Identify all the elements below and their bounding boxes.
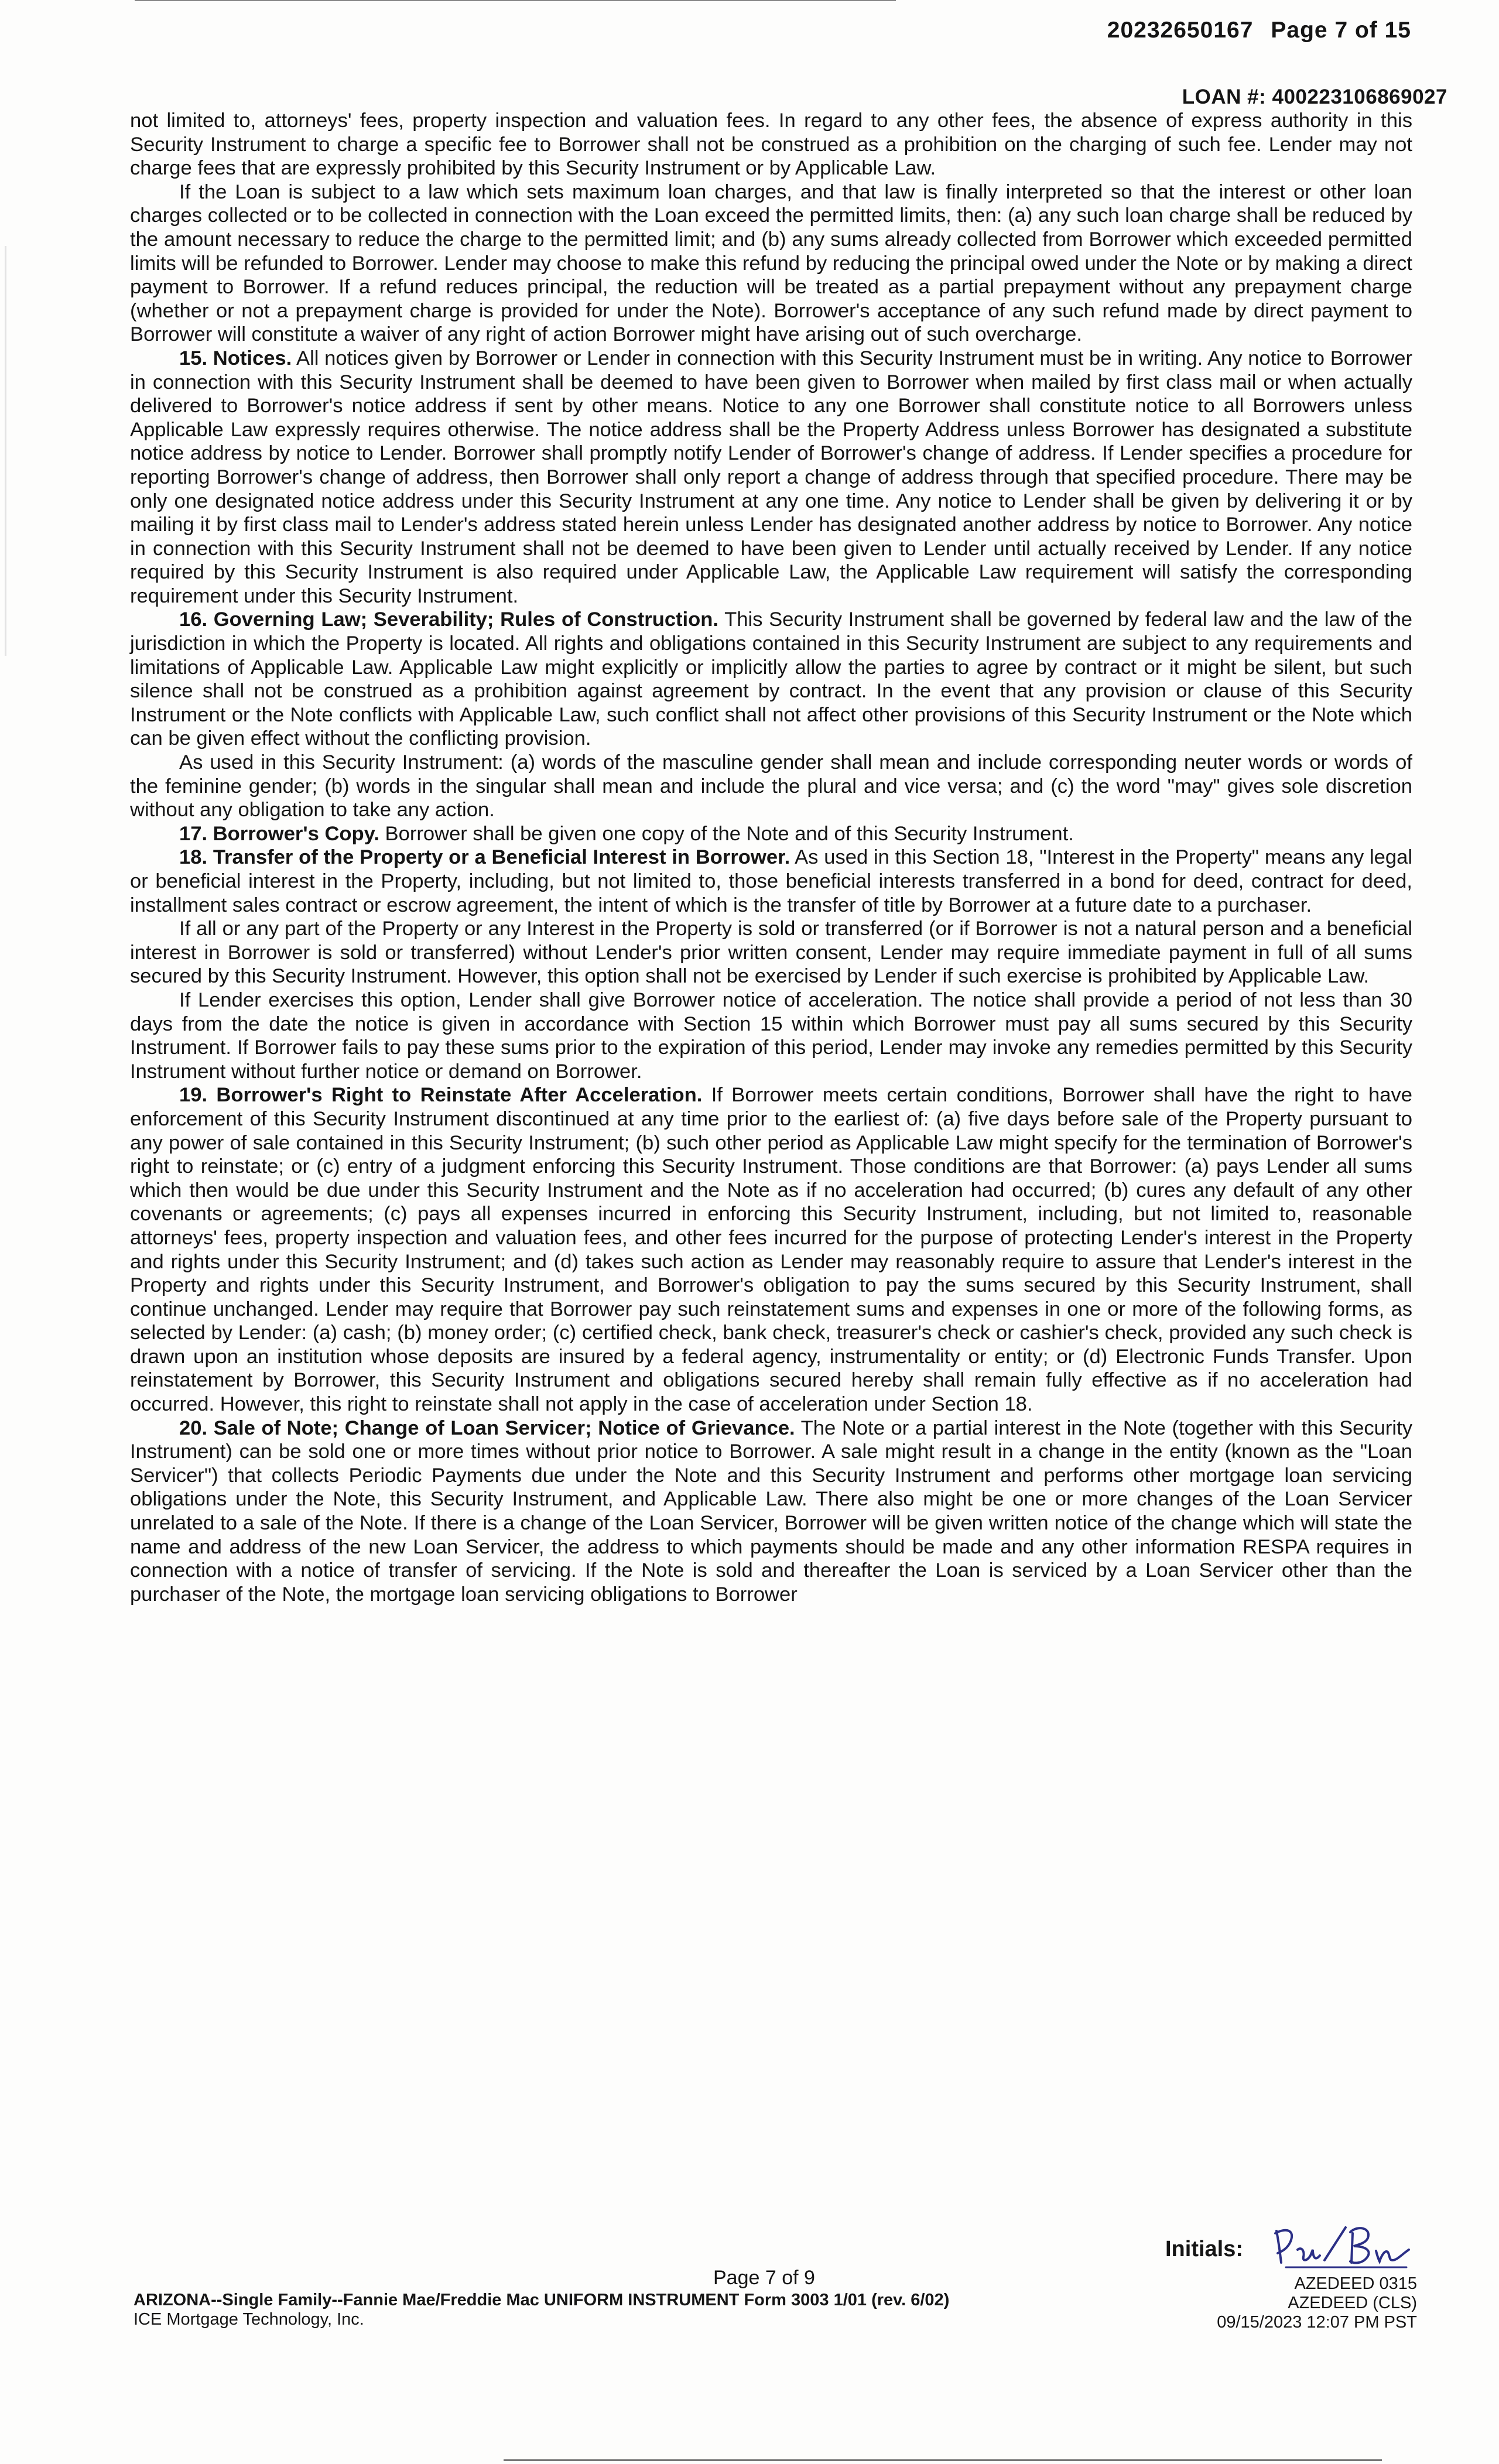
paragraph-text: If Borrower meets certain conditions, Borrower shall have the right to have enforcement of this Security Instrument discontinued at any time prior to the earliest of: (a) five days before sale of the Property pursuant to any power of sale contained in this Security Instrument; (b) such other period as Applicable Law might specify for the termination of Borrower's right to reinstate; or (c) entry of a judgment enforcing this Security Instrument. Those conditions are that Borrower: (a) pays Lender all sums which then would be due under this Security Instrument and the Note as if no acceleration had occurred; (b) cures any default of any other covenants or agreements; (c) pays all expenses incurred in enforcing this Security Instrument, including, but not limited to, reasonable attorneys' fees, property inspection and valuation fees, and other fees incurred for the purpose of protecting Lender's interest in the Property and rights under this Security Instrument; and (d) takes such action as Lender may reasonably require to assure that Lender's interest in the Property and rights under this Security Instrument, and Borrower's obligation to pay the sums secured by this Security Instrument, shall continue unchanged. Lender may require that Borrower pay such reinstatement sums and expenses in one or more of the following forms, as selected by Lender: (a) cash; (b) money order; (c) certified check, bank check, treasurer's check or cashier's check, provided any such check is drawn upon an institution whose deposits are insured by a federal agency, instrumentality or entity; or (d) Electronic Funds Transfer. Upon reinstatement by Borrower, this Security Instrument and obligations secured hereby shall remain fully effective as if no acceleration had occurred. However, this right to reinstate shall not apply in the case of acceleration under Section 18.	[130, 1084, 1413, 1416]
section-heading: 15. Notices.	[179, 347, 292, 369]
paragraph	[130, 917, 1412, 988]
paragraph-text: If all or any part of the Property or any Interest in the Property is sold or transferred (or if Borrower is not a natural person and a beneficial interest in Borrower is sold or transferred) without Lender's prior written consent, Lender may require immediate payment in full of all sums secured by this Security Instrument. However, this option shall not be exercised by Lender if such exercise is prohibited by Applicable Law.	[130, 918, 1412, 988]
section-heading: 18. Transfer of the Property or a Beneficial Interest in Borrower.	[179, 846, 790, 869]
paragraph	[130, 109, 1412, 180]
paragraph-text: As used in this Security Instrument: (a) words of the masculine gender shall mean and include corresponding neuter words or words of the feminine gender; (b) words in the singular shall mean and include the plural and vice versa; and (c) the word "may" gives sole discretion without any obligation to take any action.	[130, 751, 1412, 822]
paragraph-text: Borrower shall be given one copy of the Note and of this Security Instrument.	[379, 822, 1074, 845]
paragraph-text: The Note or a partial interest in the Note (together with this Security Instrument) can be sold one or more times without prior notice to Borrower. A sale might result in a change in the entity (known as the "Loan Servicer") that collects Periodic Payments due under the Note and this Security Instrument and performs other mortgage loan servicing obligations under the Note, this Security Instrument, and Applicable Law. There also might be one or more changes of the Loan Servicer unrelated to a sale of the Note. If there is a change of the Loan Servicer, Borrower will be given written notice of the change which will state the name and address of the new Loan Servicer, the address to which payments should be made and any other information RESPA requires in connection with a notice of transfer of servicing. If the Note is sold and thereafter the Loan is serviced by a Loan Servicer other than the purchaser of the Note, the mortgage loan servicing obligations to Borrower	[130, 1416, 1412, 1606]
footer-codes	[1217, 2274, 1417, 2332]
form-code-cls: AZEDEED (CLS)	[1288, 2294, 1417, 2312]
form-page-number: Page 7 of 9	[713, 2267, 815, 2289]
scan-margin-mark	[5, 246, 6, 656]
paragraph	[130, 180, 1412, 347]
recording-page-label: Page 7 of 15	[1271, 18, 1411, 43]
paragraph-text: If the Loan is subject to a law which sets maximum loan charges, and that law is finally interpreted so that the interest or other loan charges collected or to be collected in connection with the Loan exceed the permitted limits, then: (a) any such loan charge shall be reduced by the amount necessary to reduce the charge to the permitted limit; and (b) any sums already collected from Borrower which exceeded permitted limits will be refunded to Borrower. Lender may choose to make this refund by reducing the principal owed under the Note or by making a direct payment to Borrower. If a refund reduces principal, the reduction will be treated as a partial prepayment without any prepayment charge (whether or not a prepayment charge is provided for under the Note). Borrower's acceptance of any such refund made by direct payment to Borrower will constitute a waiver of any right of action Borrower might have arising out of such overcharge.	[130, 180, 1412, 346]
paragraph	[130, 846, 1412, 917]
loan-number: LOAN #: 400223106869027	[1182, 85, 1447, 108]
paragraph	[130, 1083, 1412, 1416]
print-timestamp: 09/15/2023 12:07 PM PST	[1217, 2313, 1417, 2332]
initials-label: Initials:	[1165, 2237, 1244, 2261]
paragraph	[130, 822, 1412, 846]
footer-form-info	[134, 2291, 949, 2329]
form-code: AZEDEED 0315	[1294, 2274, 1417, 2293]
form-title: ARIZONA--Single Family--Fannie Mae/Freddie Mac UNIFORM INSTRUMENT Form 3003 1/01 (rev. 6/02)	[134, 2291, 950, 2309]
paragraph-text: As used in this Section 18, "Interest in the Property" means any legal or beneficial interest in the Property, including, but not limited to, those beneficial interests transferred in a bond for deed, contract for deed, installment sales contract or escrow agreement, the intent of which is the transfer of title by Borrower at a future date to a purchaser.	[130, 846, 1413, 916]
section-heading: 20. Sale of Note; Change of Loan Servicer; Notice of Grievance.	[179, 1416, 795, 1439]
paragraph	[130, 988, 1412, 1083]
paragraph-text: not limited to, attorneys' fees, property inspection and valuation fees. In regard to any other fees, the absence of express authority in this Security Instrument to charge a specific fee to Borrower shall not be construed as a prohibition on the charging of such fee. Lender may not charge fees that are expressly prohibited by this Security Instrument or by Applicable Law.	[130, 109, 1412, 180]
paragraph	[130, 1416, 1412, 1607]
recording-header	[1107, 18, 1411, 43]
section-heading: 16. Governing Law; Severability; Rules of Construction.	[179, 608, 719, 631]
section-heading: 17. Borrower's Copy.	[179, 822, 379, 845]
top-rule	[135, 0, 896, 1]
initials-block	[1165, 2219, 1423, 2272]
paragraph	[130, 751, 1412, 822]
paragraph-text: This Security Instrument shall be governed by federal law and the law of the jurisdiction in which the Property is located. All rights and obligations contained in this Security Instrument are subject to any requirements and limitations of Applicable Law. Applicable Law might explicitly or implicitly allow the parties to agree by contract or it might be silent, but such silence shall not be construed as a prohibition against agreement by contract. In the event that any provision or clause of this Security Instrument or the Note conflicts with Applicable Law, such conflict shall not affect other provisions of this Security Instrument or the Note which can be given effect without the conflicting provision.	[130, 608, 1412, 750]
paragraph-text: All notices given by Borrower or Lender in connection with this Security Instrument must be in writing. Any notice to Borrower in connection with this Security Instrument shall be deemed to have been given to Borrower when mailed by first class mail or when actually delivered to Borrower's notice address if sent by other means. Notice to any one Borrower shall constitute notice to all Borrowers unless Applicable Law expressly requires otherwise. The notice address shall be the Property Address unless Borrower has designated a substitute notice address by notice to Lender. Borrower shall promptly notify Lender of Borrower's change of address. If Lender specifies a procedure for reporting Borrower's change of address, then Borrower shall only report a change of address through that specified procedure. There may be only one designated notice address under this Security Instrument at any one time. Any notice to Lender shall be given by delivering it or by mailing it by first class mail to Lender's address stated herein unless Lender has designated another address by notice to Borrower. Any notice in connection with this Security Instrument shall not be deemed to have been given to Lender until actually received by Lender. If any notice required by this Security Instrument is also required under Applicable Law, the Applicable Law requirement will satisfy the corresponding requirement under this Security Instrument.	[130, 347, 1412, 607]
recording-number: 20232650167	[1107, 18, 1254, 43]
bottom-rule	[504, 2459, 1382, 2461]
section-heading: 19. Borrower's Right to Reinstate After Acceleration.	[179, 1084, 703, 1107]
document-body	[130, 109, 1412, 1606]
initials-signature-icon	[1268, 2219, 1415, 2272]
paragraph-text: If Lender exercises this option, Lender shall give Borrower notice of acceleration. The notice shall provide a period of not less than 30 days from the date the notice is given in accordance with Section 15 within which Borrower must pay all sums secured by this Security Instrument. If Borrower fails to pay these sums prior to the expiration of this period, Lender may invoke any remedies permitted by this Security Instrument without further notice or demand on Borrower.	[130, 988, 1412, 1083]
paragraph	[130, 347, 1412, 608]
vendor-name: ICE Mortgage Technology, Inc.	[134, 2310, 364, 2329]
paragraph	[130, 608, 1412, 751]
